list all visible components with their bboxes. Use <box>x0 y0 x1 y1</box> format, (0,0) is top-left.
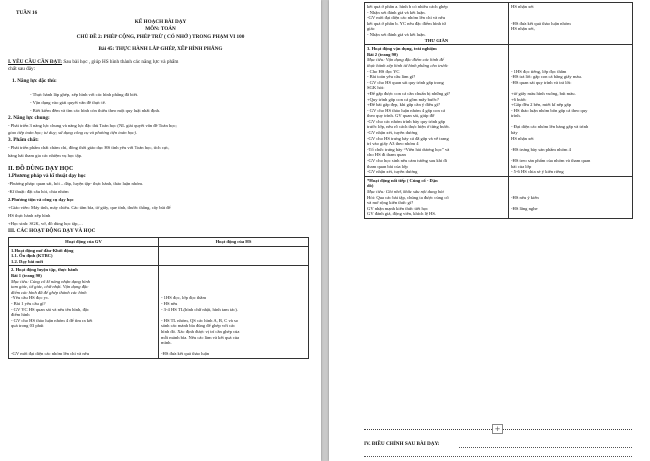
table-cell: kết quả ở phần a. hình b có nhiều cách ghép - Nhận xét đánh giá và kết luận. -GV mời đại diện các nhóm lên chỉ và nêu kết quả ở phần b. YC nêu đặc điểm hình tứ giác - Nhận xét đánh giá và kết luận. THƯ GIÃN <box>365 3 509 45</box>
activities-table <box>8 237 309 359</box>
activities-table-continued <box>364 2 633 219</box>
table-cell: - 1HS đọc, lớp đọc thầm - HS nêu - 3-4 HS TL(hình chữ nhật, hình tam tác). - HS TL nhóm, QS các hình A, B, C và so sánh các mảnh bìa đúng để ghép với các hình đó. Xác định được vị trí cần ghép của mỗi mảnh bìa. Nêu các làm và kết quả của mình. -HS đưa kết quả thảo luận <box>159 266 309 359</box>
section-3-heading: III. CÁC HOẠT ĐỘNG DẠY VÀ HỌC <box>8 228 96 234</box>
section-2-heading: II. ĐỒ DÙNG DẠY HỌC <box>8 166 74 172</box>
table-row <box>365 3 633 45</box>
table-header-row <box>9 238 309 247</box>
paragraph-line: hăng hái tham gia các nhiệm vụ học tập. <box>8 153 83 158</box>
table-cell: 2. Hoạt động luyện tập, thực hành Bài 1 (trang 90) Mục tiêu: Củng cố kĩ năng nhận dạng hình tam giác, tứ giác, chữ nhật. Vận dụng đặc điểm các hình đã để ghép thành các hình -Yêu cầu HS đọc yc. - Bài 1 yêu cầu gì? - GV YC HS quan sát và nêu tên hình, đặc điểm hình - GV cho HS thảo luận nhóm 4 để tìm ra kết quả trong 03 phút -GV mời đại diện các nhóm lên chỉ và nêu <box>9 266 159 359</box>
list-item: - Vận dụng vào giải quyết vấn đề thực tế. <box>30 100 106 105</box>
paragraph-line: giao tiếp toán học; tư duy; sử dụng công cụ và phương tiện toán học). <box>8 130 137 135</box>
section-1-1-heading: 1. Năng lực đặc thù: <box>12 78 57 84</box>
table-row <box>365 176 633 218</box>
table-cell: - 1HS đọc tiếng, lớp đọc thầm -HS trả lời: gấp con cá bằng giấy màu. -HS quan sát quy trình và trả lời: +tờ giấy màu hình vuông, bút màu. +6 bước +Gấp đều 2 bên, miết kĩ nếp gấp - HS thảo luận nhóm bốn gấp cá theo quy trình. - Đại diện các nhóm lên bảng gấp và trình bày HS nhận xét -HS trưng bày sản phẩm nhóm 4 -HS treo sản phẩm của nhóm và tham quan bài của lớp - 5-6 HS chia sẻ ý kiến riêng <box>509 45 633 177</box>
table-row <box>9 266 309 359</box>
table-header-gv: Hoạt động của GV <box>9 238 159 247</box>
paragraph-line: HS thực hành xếp hình <box>8 213 51 218</box>
paragraph-line: -Kĩ thuật: đặt câu hỏi, chia nhóm <box>8 189 69 194</box>
paragraph-line: +Giáo viên: Máy tính, máy chiếu. Các tấm bìa, tờ giấy, que tính, thước thẳng, cây bút để <box>8 205 171 210</box>
paragraph-line: +Học sinh: SGK, vở, đồ dùng học tập,… <box>8 221 84 226</box>
section-2-1-heading: 1.Phương pháp và kĩ thuật dạy học <box>8 173 86 179</box>
paragraph-line: -Phương pháp: quan sát, hỏi – đáp, luyện tập- thực hành, thảo luận nhóm. <box>8 181 144 186</box>
table-row <box>365 45 633 177</box>
section-1-heading: I. YÊU CẦU CẦN ĐẠT: Sau bài học , giúp HS hình thành các năng lực và phẩm <box>8 59 179 65</box>
week-label: TUẦN 16 <box>16 10 38 16</box>
list-item: - Thực hành lắp ghép, xếp hình với các hình phẳng đã biết. <box>30 92 139 97</box>
section-1-3-heading: 3. Phẩm chất: <box>8 137 39 143</box>
table-row <box>9 246 309 266</box>
fill-in-line <box>364 456 632 457</box>
table-cell: *Hoạt động nối tiếp ( Củng cố - Dặn dò) Mục tiêu: Ghi nhớ, khắc sâu nội dung bài Hỏi: Qua các bài tập, chúng ta được củng cố và mở rộng kiến thức gì? GV nhận mạnh kiến thức tiết học GV đánh giá, động viên, khích lệ HS. <box>365 176 509 218</box>
table-header-hs: Hoạt động của HS <box>159 238 309 247</box>
rest-label: THƯ GIÃN <box>424 37 449 43</box>
table-cell <box>159 246 309 266</box>
plan-title: KẾ HOẠCH BÀI DẠY <box>134 19 187 25</box>
table-cell: -HS nêu ý kiến -HS lắng nghe <box>509 176 633 218</box>
subject-title: MÔN: TOÁN <box>145 26 176 32</box>
paragraph-line: 2.Phương tiện và công cụ dạy học <box>8 197 74 202</box>
topic-title: CHỦ ĐỀ 2: PHÉP CỘNG, PHÉP TRỪ ( CÓ NHỚ ) TRONG PHẠM VI 100 <box>76 34 245 40</box>
table-cell: 1.Hoạt động mở đầu-Khởi động 1.1. Ổn định (KTBC) 1.2. Dạy bài mới <box>9 246 159 266</box>
fill-in-line <box>459 447 632 448</box>
document-page-left <box>0 0 321 461</box>
lesson-title: Bài 45: THỰC HÀNH LẮP GHÉP, XẾP HÌNH PHẲNG <box>98 46 223 52</box>
add-row-button[interactable]: + <box>492 424 503 434</box>
document-page-right <box>329 0 650 461</box>
paragraph-line: - Phát triển phẩm chất chăm chỉ, đồng thời giáo dục HS tình yêu với Toán học, tích cực, <box>8 145 170 150</box>
section-4-heading: IV. ĐIỀU CHỈNH SAU BÀI DẠY: <box>364 441 440 447</box>
list-item: - Biết kiểm đếm và tìm các hình còn thiếu theo một quy luật nhất định. <box>30 108 161 113</box>
section-1-text: chất sau đây: <box>8 66 36 72</box>
section-1-2-heading: 2. Năng lực chung: <box>8 115 50 121</box>
table-cell: 3. Hoạt động vận dụng, trải nghiệm Bài 2 (trang 90) Mục tiêu: Vận dụng đặc điểm các hình để thực hành xếp hình từ hình phẳng cho trước - Cho HS đọc YC - Bài toán yêu cầu làm gì? - GV cho HS quan sát quy trình gấp trong SGK hỏi: +Để gấp được con cá cần chuẩn bị những gì? +Quy trình gấp con cá gồm mấy bước? +Để bài gấp đẹp, khi gấp cần ý điều gì? - GV cho HS thảo luận nhóm 4 gấp con cá theo quy trình. GV quan sát, giúp đỡ -GV cho các nhóm trình bày quy trình gấp trước lớp, nêu rõ cách thực hiện ở từng bước. -GV nhận xét, tuyên dương -GV cho HS trưng bày cá đã gấp và vẽ trang trí vào giấy A3 theo nhóm 4 -Tổ chức trưng bày “Viên hải dương học” và cho HS đi tham quan -GV cho học sinh nêu cảm tưởng sau khi đi tham quan bài của lớp -GV nhận xét, tuyên dương <box>365 45 509 177</box>
paragraph-line: - Phát triển 3 năng lực chung và năng lực đặc thù Toán học (NL giải quyết vấn đề Toán học; <box>8 123 177 128</box>
table-cell: HS nhận xét -HS đưa kết quả thảo luận nhóm HS nhận xét, <box>509 3 633 45</box>
